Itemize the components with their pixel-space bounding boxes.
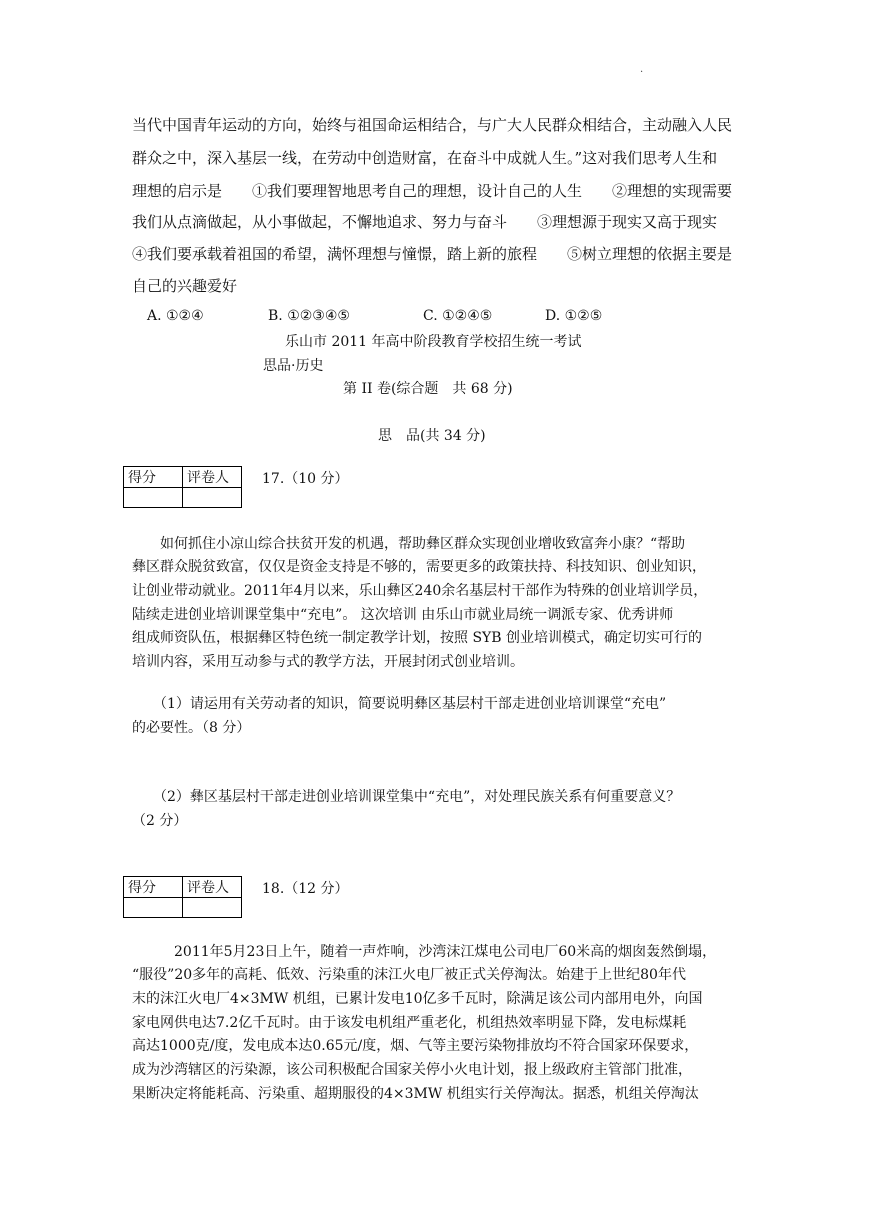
score-header: 得分 — [124, 877, 183, 898]
material-line: 让创业带动就业。2011年4月以来，乐山彝区240余名基层村干部作为特殊的创业培训学员， — [132, 583, 708, 599]
top-paragraph-line: ④我们要承载着祖国的希望，满怀理想与憧憬，踏上新的旅程 ⑤树立理想的依据主要是 — [132, 245, 733, 263]
grader-cell — [183, 488, 242, 508]
material-line: 如何抓住小凉山综合扶贫开发的机遇，帮助彝区群众实现创业增收致富奔小康？“帮助 — [132, 536, 686, 552]
page-marker-dot: . — [640, 64, 644, 75]
material-line: 培训内容，采用互动参与式的教学方法，开展封闭式创业培训。 — [132, 654, 524, 670]
score-cell — [124, 488, 183, 508]
subject-title: 思品·历史 — [263, 358, 324, 374]
sub-question-line: 的必要性。（8 分） — [132, 720, 251, 736]
sub-question-line: （2 分） — [132, 813, 188, 829]
choice-d: D. ①②⑤ — [545, 308, 603, 324]
material-line: 果断决定将能耗高、污染重、超期服役的4×3MW 机组实行关停淘汰。据悉，机组关停淘汰 — [132, 1086, 699, 1102]
choice-a: A. ①②④ — [147, 308, 204, 324]
material-line: 组成师资队伍，根据彝区特色统一制定教学计划，按照 SYB 创业培训模式，确定切实可行的 — [132, 630, 703, 646]
question-18-label: 18.（12 分） — [262, 881, 349, 897]
score-header: 得分 — [124, 467, 183, 488]
material-line: 陆续走进创业培训课堂集中“充电”。 这次培训 由乐山市就业局统一调派专家、优秀讲师 — [132, 607, 674, 623]
choice-b: B. ①②③④⑤ — [268, 308, 350, 324]
choice-c: C. ①②④⑤ — [423, 308, 493, 324]
top-paragraph-line: 理想的启示是 ①我们要理智地思考自己的理想，设计自己的人生 ②理想的实现需要 — [132, 182, 733, 200]
material-line: 末的沫江火电厂4×3MW 机组，已累计发电10亿多千瓦时，除满足该公司内部用电外，向国 — [132, 991, 703, 1007]
question-17-label: 17.（10 分） — [262, 471, 349, 487]
material-line: “服役”20多年的高耗、低效、污染重的沫江火电厂被正式关停淘汰。始建于上世纪80年代 — [132, 967, 686, 983]
volume-title: 第 II 卷(综合题 共 68 分) — [343, 381, 513, 397]
answer-choices — [147, 308, 602, 324]
top-paragraph-line: 群众之中，深入基层一线，在劳动中创造财富，在奋斗中成就人生。”这对我们思考人生和 — [132, 149, 718, 167]
material-line: 高达1000克/度，发电成本达0.65元/度，烟、气等主要污染物排放均不符合国家环保要求， — [132, 1038, 699, 1054]
grader-header: 评卷人 — [183, 467, 242, 488]
score-table-q17 — [123, 466, 242, 508]
sub-question-line: （1）请运用有关劳动者的知识，简要说明彝区基层村干部走进创业培训课堂“充电” — [132, 696, 667, 712]
top-paragraph-line: 我们从点滴做起，从小事做起，不懈地追求、努力与奋斗 ③理想源于现实又高于现实 — [132, 213, 718, 231]
top-paragraph-line: 自己的兴趣爱好 — [132, 277, 238, 295]
sub-question-line: （2）彝区基层村干部走进创业培训课堂集中“充电”，对处理民族关系有何重要意义？ — [132, 789, 681, 805]
score-cell — [124, 898, 183, 918]
top-paragraph-line: 当代中国青年运动的方向，始终与祖国命运相结合，与广大人民群众相结合，主动融入人民 — [132, 116, 733, 134]
material-line: 2011年5月23日上午，随着一声炸响，沙湾沫江煤电公司电厂60米高的烟囱轰然倒塌， — [132, 944, 717, 960]
material-line: 成为沙湾辖区的污染源，该公司积极配合国家关停小火电计划，报上级政府主管部门批准， — [132, 1062, 692, 1078]
score-table-q18 — [123, 876, 242, 918]
material-line: 彝区群众脱贫致富，仅仅是资金支持是不够的，需要更多的政策扶持、科技知识、创业知识， — [132, 559, 706, 575]
material-line: 家电网供电达7.2亿千瓦时。由于该发电机组严重老化，机组热效率明显下降，发电标煤耗 — [132, 1015, 687, 1031]
grader-header: 评卷人 — [183, 877, 242, 898]
exam-title: 乐山市 2011 年高中阶段教育学校招生统一考试 — [285, 334, 582, 350]
section-title: 思 品(共 34 分) — [378, 428, 486, 444]
grader-cell — [183, 898, 242, 918]
